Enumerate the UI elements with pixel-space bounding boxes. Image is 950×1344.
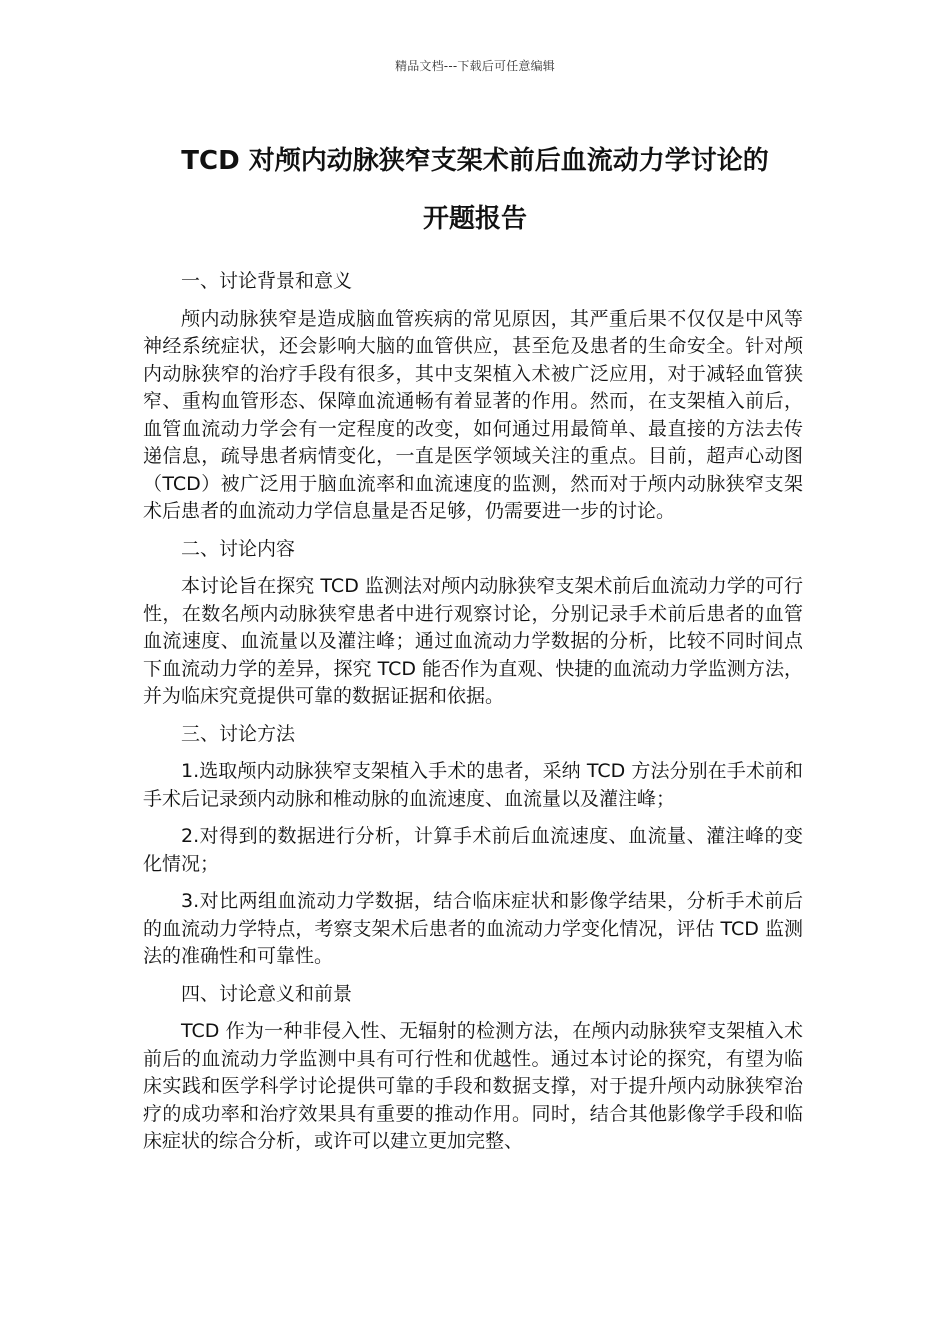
- paragraph-background: 颅内动脉狭窄是造成脑血管疾病的常见原因，其严重后果不仅仅是中风等神经系统症状，还会影响大脑的血管供应，甚至危及患者的生命安全。针对颅内动脉狭窄的治疗手段有很多，其中支架植入术被广泛应用，对于减轻血管狭窄、重构血管形态、保障血流通畅有着显著的作用。然而，在支架植入前后，血管血流动力学会有一定程度的改变，如何通过用最简单、最直接的方法去传递信息，疏导患者病情变化，一直是医学领域关注的重点。目前，超声心动图（TCD）被广泛用于脑血流率和血流速度的监测，然而对于颅内动脉狭窄支架术后患者的血流动力学信息量是否足够，仍需要进一步的讨论。: [143, 307, 803, 522]
- header-note: 精品文档---下载后可任意编辑: [395, 59, 555, 73]
- section-heading-content: 二、讨论内容: [181, 537, 296, 560]
- section-heading-significance: 四、讨论意义和前景: [181, 982, 353, 1005]
- paragraph-content: 本讨论旨在探究 TCD 监测法对颅内动脉狭窄支架术前后血流动力学的可行性，在数名颅内动脉狭窄患者中进行观察讨论，分别记录手术前后患者的血管血流速度、血流量以及灌注峰；通过血流动力学数据的分析，比较不同时间点下血流动力学的差异，探究 TCD 能否作为直观、快捷的血流动力学监测方法，并为临床究竟提供可靠的数据证据和依据。: [143, 575, 803, 707]
- section-heading-methods: 三、讨论方法: [181, 722, 296, 745]
- document-body: [143, 268, 803, 1166]
- paragraph-significance: TCD 作为一种非侵入性、无辐射的检测方法，在颅内动脉狭窄支架植入术前后的血流动力学监测中具有可行性和优越性。通过本讨论的探究，有望为临床实践和医学科学讨论提供可靠的手段和数据支撑，对于提升颅内动脉狭窄治疗的成功率和治疗效果具有重要的推动作用。同时，结合其他影像学手段和临床症状的综合分析，或许可以建立更加完整、: [143, 1020, 803, 1152]
- title-line-2: 开题报告: [422, 204, 527, 234]
- title-line-1: TCD 对颅内动脉狭窄支架术前后血流动力学讨论的: [181, 146, 769, 176]
- method-item-2: 2.对得到的数据进行分析，计算手术前后血流速度、血流量、灌注峰的变化情况；: [143, 825, 803, 875]
- document-title: [100, 132, 850, 248]
- method-item-3: 3.对比两组血流动力学数据，结合临床症状和影像学结果，分析手术前后的血流动力学特点，考察支架术后患者的血流动力学变化情况，评估 TCD 监测法的准确性和可靠性。: [143, 890, 803, 967]
- method-item-1: 1.选取颅内动脉狭窄支架植入手术的患者，采纳 TCD 方法分别在手术前和手术后记录颈内动脉和椎动脉的血流速度、血流量以及灌注峰；: [143, 760, 803, 810]
- section-heading-background: 一、讨论背景和意义: [181, 270, 353, 292]
